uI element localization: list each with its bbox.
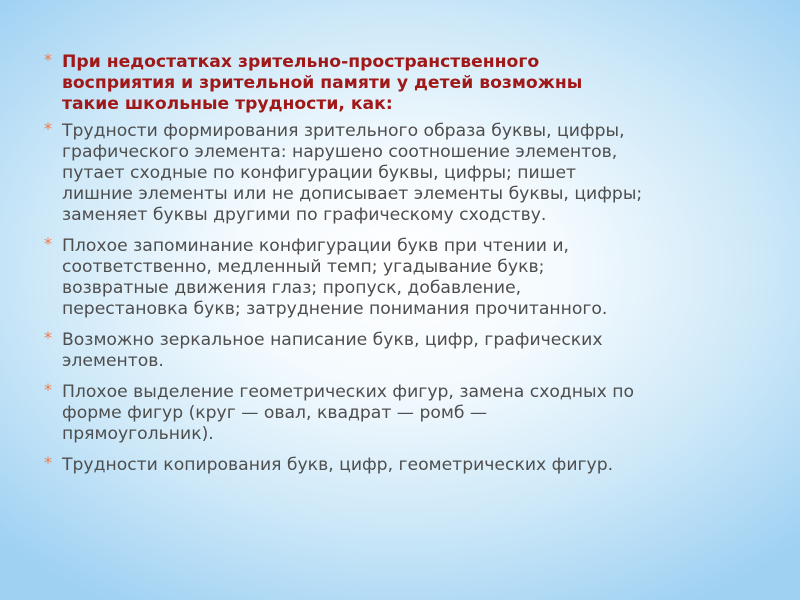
bullet-text: При недостатках зрительно-пространственного восприятия и зрительной памяти у детей возможны такие школьные трудности, как:	[62, 52, 583, 114]
bullet-text: Плохое выделение геометрических фигур, замена сходных по форме фигур (круг — овал, квадрат — ромб — прямоугольник).	[62, 382, 634, 444]
asterisk-bullet-icon: *	[44, 119, 52, 138]
bullet-item	[44, 330, 644, 372]
bullet-text: Трудности копирования букв, цифр, геометрических фигур.	[62, 455, 614, 475]
bullet-text: Плохое запоминание конфигурации букв при чтении и, соответственно, медленный темп; угадывание букв; возвратные движения глаз; пропуск, добавление, перестановка букв; затруднение понимания прочитанного.	[62, 236, 608, 319]
bullet-list	[44, 52, 644, 476]
asterisk-bullet-icon: *	[44, 234, 52, 253]
asterisk-bullet-icon: *	[44, 380, 52, 399]
asterisk-bullet-icon: *	[44, 453, 52, 472]
slide-content	[44, 52, 644, 486]
bullet-item	[44, 455, 644, 476]
bullet-heading	[44, 52, 644, 115]
bullet-item	[44, 121, 644, 226]
asterisk-bullet-icon: *	[44, 50, 52, 69]
bullet-item	[44, 236, 644, 320]
bullet-text: Возможно зеркальное написание букв, цифр, графических элементов.	[62, 330, 603, 371]
bullet-text: Трудности формирования зрительного образа буквы, цифры, графического элемента: нарушено соотношение элементов, путает сходные по конфигурации буквы, цифры; пишет лишние элементы или не дописывает элементы буквы, цифры; заменяет буквы другими по графическому сходству.	[62, 121, 643, 225]
asterisk-bullet-icon: *	[44, 328, 52, 347]
bullet-item	[44, 382, 644, 445]
